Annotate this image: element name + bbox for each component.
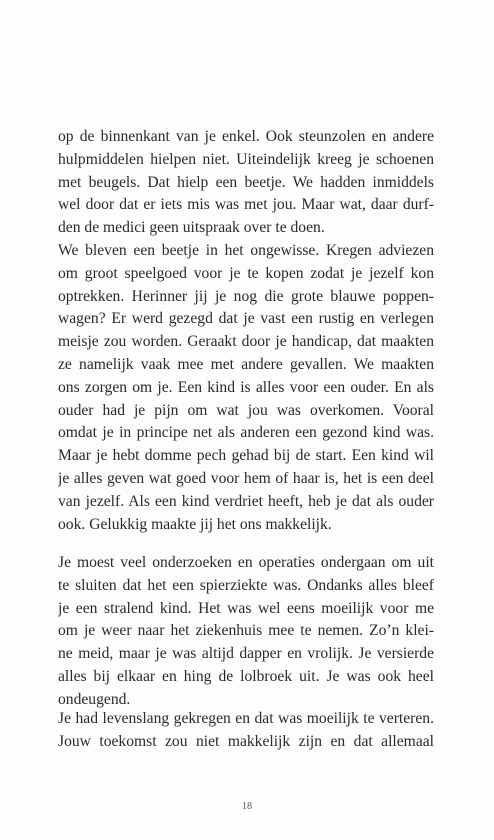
text-line: je alles geven wat goed voor hem of haar is, het is een deel	[58, 469, 434, 487]
text-line: wagen? Er werd gezegd dat je vast een rustig en verlegen	[58, 310, 434, 328]
text-line: alles bij elkaar en hing de lolbroek uit. Je was ook heel	[58, 667, 434, 685]
text-line: We bleven een beetje in het ongewisse. Kregen adviezen	[58, 242, 434, 259]
text-line: ook. Gelukkig maakte jij het ons makkelijk.	[58, 515, 332, 533]
text-line: Je had levenslang gekregen en dat was moeilijk te verteren.	[58, 710, 434, 727]
text-line: ze namelijk vaak mee met andere gevallen. We maakten	[58, 355, 434, 373]
text-line: wel door dat er iets mis was met jou. Maar wat, daar durf-	[58, 196, 434, 214]
page-number: 18	[242, 801, 252, 812]
text-line: den de medici geen uitspraak over te doen.	[58, 219, 325, 237]
text-line: omdat je in principe net als anderen een gezond kind was.	[58, 424, 434, 442]
text-line: op de binnenkant van je enkel. Ook steunzolen en andere	[58, 128, 434, 145]
text-line: van jezelf. Als een kind verdriet heeft, heb je dat als ouder	[58, 492, 434, 510]
text-line: met beugels. Dat hielp een beetje. We hadden inmiddels	[58, 173, 434, 191]
paragraph-2	[58, 240, 434, 536]
text-line: ondeugend.	[58, 690, 131, 708]
paragraph-4	[58, 708, 434, 754]
text-line: je een stralend kind. Het was wel eens moeilijk voor me	[58, 599, 434, 617]
text-line: te sluiten dat het een spierziekte was. Ondanks alles bleef	[58, 576, 434, 594]
paragraph-1	[58, 126, 434, 240]
text-line: Jouw toekomst zou niet makkelijk zijn en dat allemaal	[58, 732, 434, 750]
text-line: hulpmiddelen hielpen niet. Uiteindelijk kreeg je schoenen	[58, 150, 434, 168]
text-line: ouder had je pijn om wat jou was overkomen. Vooral	[58, 401, 434, 419]
paragraph-3	[58, 552, 434, 712]
text-line: optrekken. Herinner jij je nog die grote blauwe poppen-	[58, 287, 434, 305]
text-line: Je moest veel onderzoeken en operaties ondergaan om uit	[58, 554, 434, 571]
text-line: meisje zou worden. Geraakt door je handicap, dat maakten	[58, 333, 434, 351]
text-line: ne meid, maar je was altijd dapper en vrolijk. Je versierde	[58, 645, 434, 663]
text-line: Maar je hebt domme pech gehad bij de start. Een kind wil	[58, 447, 434, 465]
text-line: ons zorgen om je. Een kind is alles voor een ouder. En als	[58, 378, 434, 396]
text-line: om je weer naar het ziekenhuis mee te nemen. Zo’n klei-	[58, 622, 434, 640]
text-line: om groot speelgoed voor je te kopen zodat je jezelf kon	[58, 264, 434, 282]
